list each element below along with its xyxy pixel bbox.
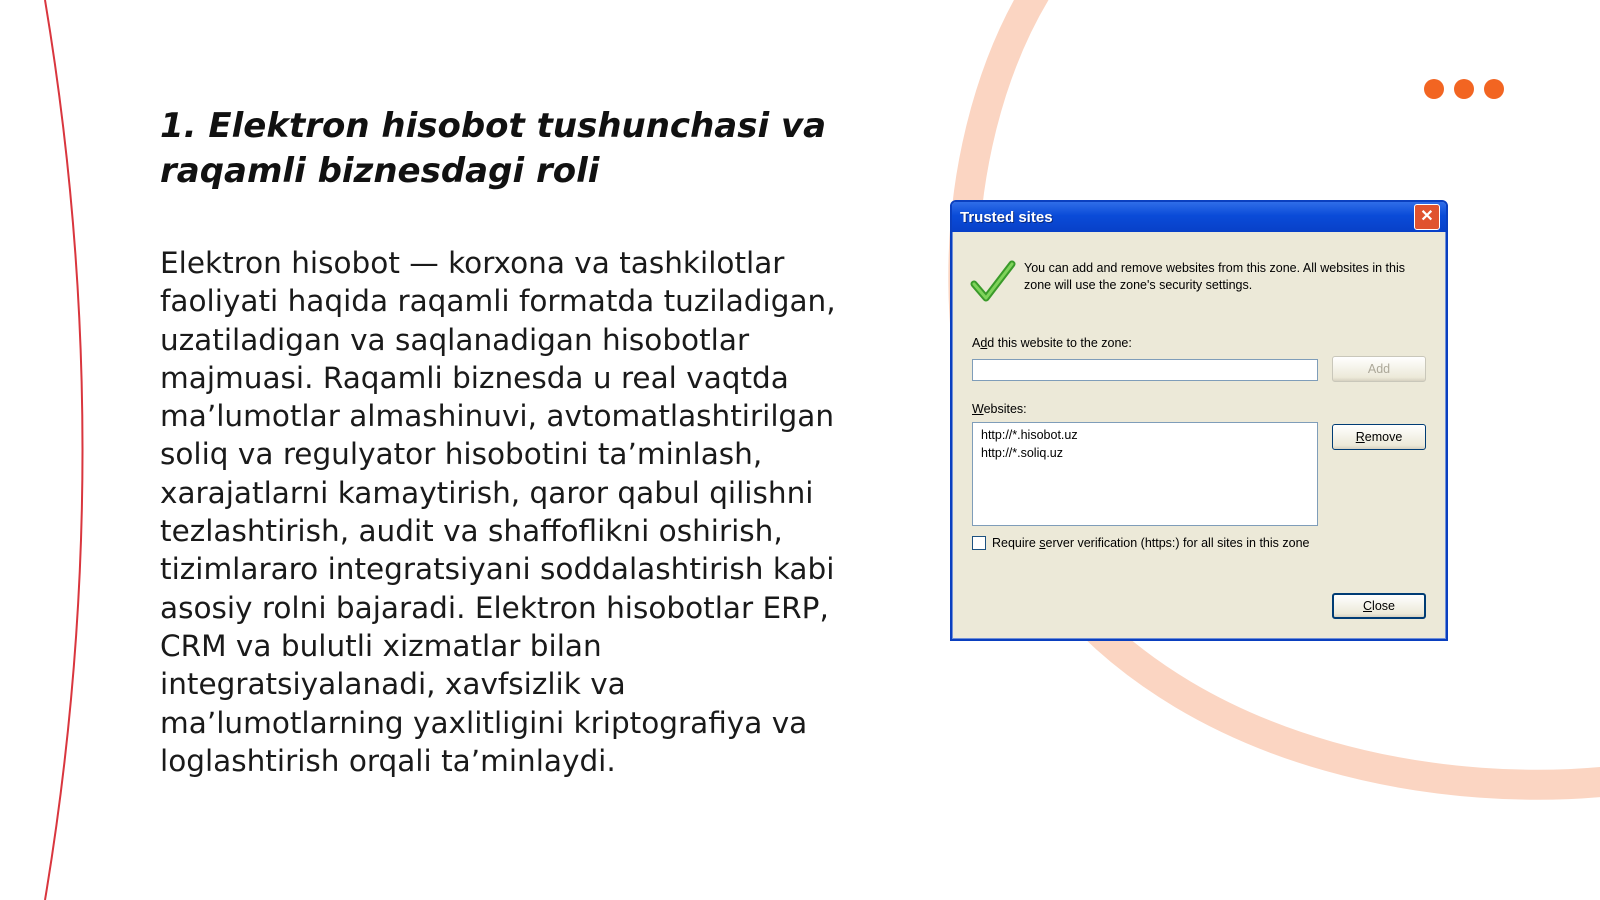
close-button[interactable]: C lose: [1332, 593, 1426, 619]
info-row: [970, 258, 1430, 304]
list-item[interactable]: http://*.hisobot.uz: [981, 428, 1078, 442]
trusted-sites-dialog: [950, 200, 1448, 641]
remove-button[interactable]: R emove: [1332, 424, 1426, 450]
websites-list[interactable]: [972, 422, 1318, 526]
server-verification-label: Require server verification (https:) for all sites in this zone: [992, 536, 1310, 550]
slide-title: 1. Elektron hisobot tushunchasi va raqamli biznesdagi roli: [160, 106, 827, 191]
list-item[interactable]: http://*.soliq.uz: [981, 446, 1063, 460]
decorative-red-line: [45, 0, 83, 900]
dialog-title: Trusted sites: [960, 208, 1053, 226]
add-website-input[interactable]: [972, 359, 1318, 381]
dot: [1424, 79, 1444, 99]
add-website-label: Add this website to the zone:: [972, 336, 1132, 350]
websites-label: Websites:: [972, 402, 1027, 416]
close-icon[interactable]: ✕: [1414, 204, 1440, 230]
slide-body-text: Elektron hisobot — korxona va tashkilotlar faoliyati haqida raqamli formatda tuziladigan, uzatiladigan va saqlanadigan hisobotlar majmuasi. Raqamli biznesda u real vaqtda ma’lumotlar almashinuvi, avtomatlashtirilgan soliq va regulyator hisobotini ta’minlash, xarajatlarni kamaytirish, qaror qabul qilishni tezlashtirish, audit va shaffoflikni oshirish, tizimlararo integratsiyani soddalashtirish kabi asosiy rolni bajaradi. Elektron hisobotlar ERP, CRM va bulutli xizmatlar bilan integratsiyalanadi, xavfsizlik va ma’lumotlarning yaxlitligini kriptografiya va loglashtirish orqali ta’minlaydi.: [160, 246, 836, 778]
info-text: You can add and remove websites from this zone. All websites in this zone will use the zone's security settings.: [1024, 261, 1405, 292]
dot: [1484, 79, 1504, 99]
dot: [1454, 79, 1474, 99]
dialog-titlebar[interactable]: [952, 202, 1446, 232]
green-checkmark-icon: [970, 258, 1016, 304]
server-verification-option[interactable]: [972, 536, 1310, 550]
add-button[interactable]: Add: [1332, 356, 1426, 382]
decorative-dots: [1424, 79, 1504, 99]
server-verification-checkbox[interactable]: [972, 536, 986, 550]
